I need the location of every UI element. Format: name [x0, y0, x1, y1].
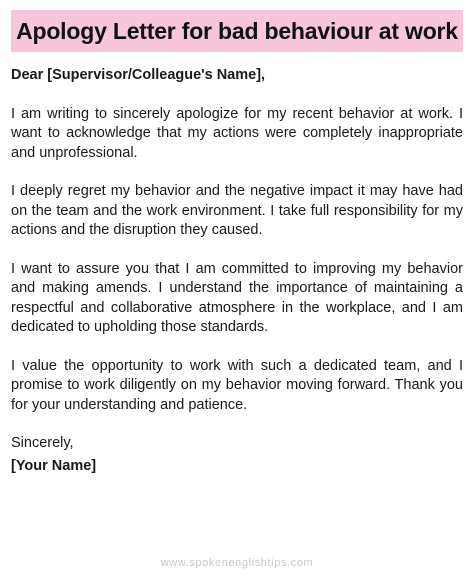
letter-body	[11, 66, 463, 476]
letter-salutation: Dear [Supervisor/Colleague's Name],	[11, 67, 266, 83]
letter-paragraph-1: I am writing to sincerely apologize for my recent behavior at work. I want to acknowledge that my actions were completely inappropriate and unprofessional.	[11, 105, 463, 161]
title-banner	[11, 10, 463, 52]
letter-paragraph-3: I want to assure you that I am committed to improving my behavior and making amends. I understand the importance of maintaining a respectful and collaborative atmosphere in the workplace, and I am dedicated to upholding those standards.	[11, 260, 463, 335]
letter-signature: [Your Name]	[11, 457, 97, 474]
letter-closing: Sincerely,	[11, 435, 74, 451]
letter-paragraph-4: I value the opportunity to work with such a dedicated team, and I promise to work diligently on my behavior moving forward. Thank you for your understanding and patience.	[11, 357, 463, 413]
letter-paragraph-2: I deeply regret my behavior and the negative impact it may have had on the team and the work environment. I take full responsibility for my actions and the disruption they caused.	[11, 183, 463, 238]
watermark: www.spokenenglishtips.com	[160, 557, 314, 569]
page-title: Apology Letter for bad behaviour at work	[16, 17, 458, 44]
